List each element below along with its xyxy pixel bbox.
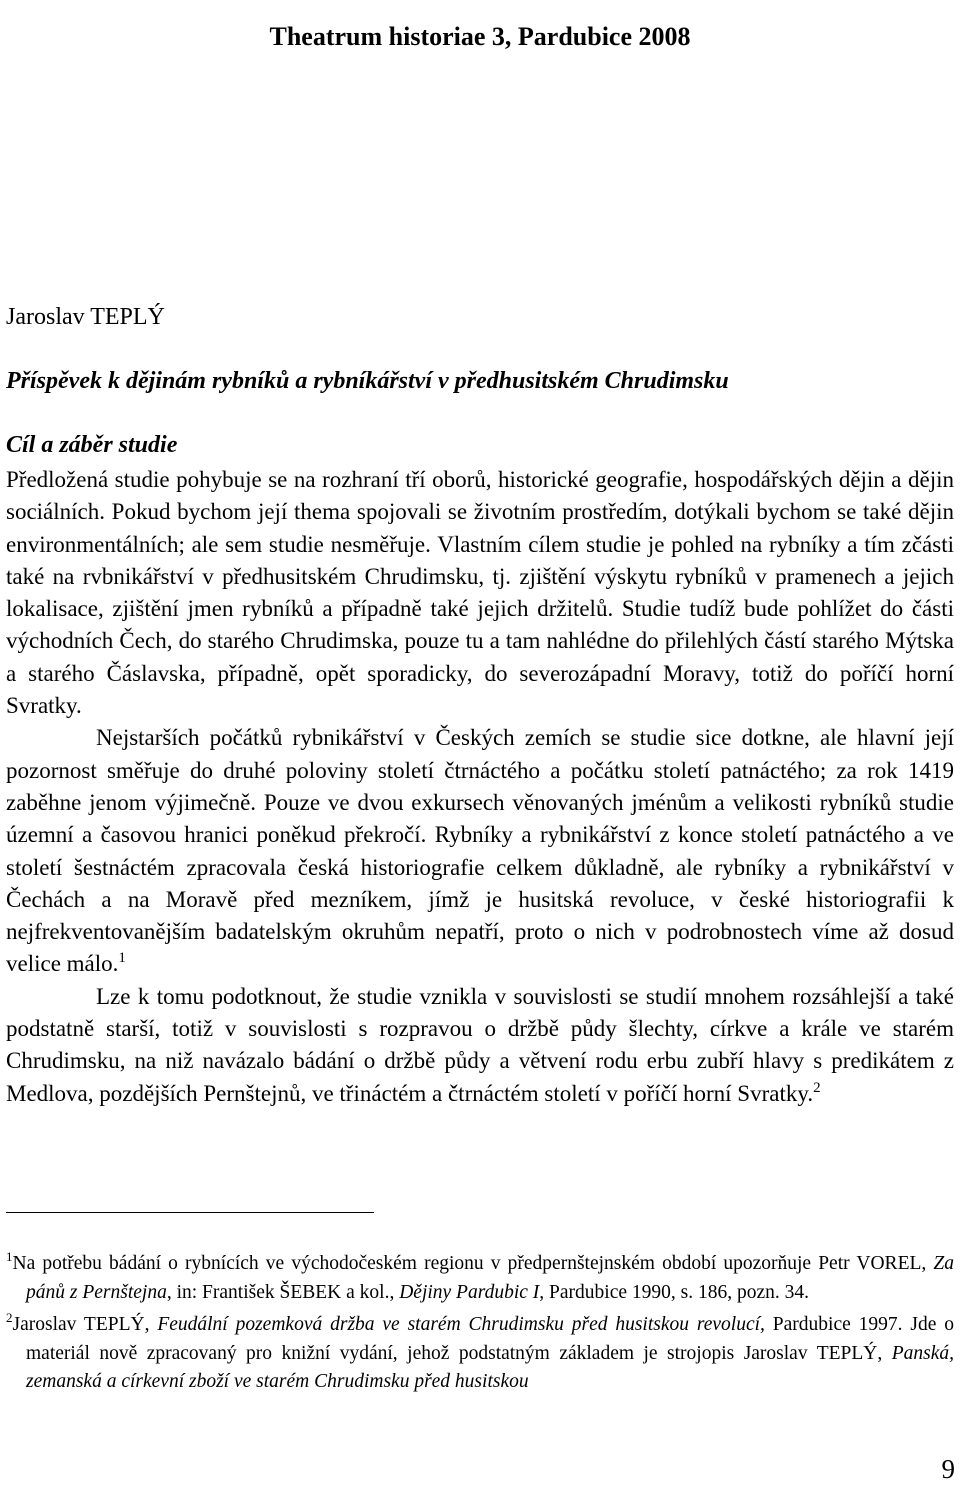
- footnote-text: Jaroslav TEPLÝ,: [12, 1314, 158, 1335]
- page-number: 9: [941, 1454, 955, 1484]
- footnote-number: 1: [6, 1249, 13, 1264]
- paragraph-text: Nejstarších počátků rybnikářství v Českých zemích se studie sice dotkne, ale hlavní její pozornost směřuje do druhé poloviny století čtrnáctého a počátku století patnáctého; za rok 1419 zaběhne jenom výjimečně. Pouze ve dvou exkursech věnovaných jménům a velikosti rybníků studie územní a časovou hranici poněkud překročí. Rybníky a rybnikářství z konce století patnáctého a ve století šestnáctém zpracovala česká historiografie celkem důkladně, ale rybníky a rybnikářství v Čechách a na Moravě před mezníkem, jímž je husitská revoluce, v české historiografii k nejfrekventovanějším badatelským okruhům nepatří, proto o nich v podrobnostech víme až dosud velice málo.: [6, 725, 954, 977]
- paragraph: Předložená studie pohybuje se na rozhraní tří oborů, historické geografie, hospodářských dějin a dějin sociálních. Pokud bychom její thema spojovali se životním prostředím, dotýkali bychom se také dějin environmentálních; ale sem studie nesměřuje. Vlastním cílem studie je pohled na rybníky a tím zčásti také na rvbnikářství v předhusitském Chrudimsku, tj. zjištění výskytu rybníků v pramenech a jejich lokalisace, zjištění jmen rybníků a případně také jejich držitelů. Studie tudíž bude pohlížet do části východních Čech, do starého Chrudimska, pouze tu a tam nahlédne do přilehlých částí starého Mýtska a starého Čáslavska, případně, opět sporadicky, do severozápadní Moravy, totiž do poříčí horní Svratky.: [6, 467, 954, 719]
- footnote: [6, 1250, 954, 1307]
- footnote-italic: Za pánů z Pernštejna: [26, 1253, 954, 1303]
- footnote-italic: Feudální pozemková držba ve starém Chrudimsku před husitskou revolucí,: [157, 1314, 765, 1335]
- footnote-italic: Dějiny Pardubic I,: [399, 1281, 545, 1303]
- footnote-text: , in: František ŠEBEK a kol.,: [166, 1281, 400, 1303]
- article-title: Příspěvek k dějinám rybníků a rybníkářství v předhusitském Chrudimsku: [6, 368, 729, 394]
- running-header: Theatrum historiae 3, Pardubice 2008: [269, 22, 691, 51]
- footnote-reference: 1: [118, 950, 126, 967]
- footnote-text: Na potřebu bádání o rybnících ve východočeském regionu v předpernštejnském období upozorňuje Petr VOREL,: [12, 1253, 934, 1274]
- footnote-text: Pardubice 1990, s. 186, pozn. 34.: [544, 1281, 809, 1303]
- article-author: Jaroslav TEPLÝ: [6, 304, 165, 330]
- footnote: [6, 1311, 954, 1397]
- footnote-reference: 2: [813, 1079, 821, 1096]
- paragraph: [6, 981, 954, 1110]
- footnote-separator: [6, 1212, 374, 1213]
- article-body: [6, 464, 954, 1110]
- footnotes: [6, 1250, 954, 1401]
- section-heading: Cíl a záběr studie: [6, 432, 178, 458]
- paragraph-text: Lze k tomu podotknout, že studie vznikla v souvislosti se studií mnohem rozsáhlejší a také podstatně starší, totiž v souvislosti s rozpravou o držbě půdy šlechty, církve a krále ve starém Chrudimsku, na niž navázalo bádání o držbě půdy a větvení rodu erbu zubří hlavy s predikátem z Medlova, pozdějších Pernštejnů, ve třináctém a čtrnáctém století v poříčí horní Svratky.: [6, 983, 954, 1106]
- footnote-italic: Panská, zemanská a církevní zboží ve starém Chrudimsku před husitskou: [26, 1342, 954, 1392]
- paragraph: [6, 722, 954, 980]
- footnote-text: Pardubice 1997. Jde o materiál nově zpracovaný pro knižní vydání, jehož podstatným základem je strojopis Jaroslav TEPLÝ,: [26, 1314, 955, 1364]
- footnote-number: 2: [6, 1310, 13, 1325]
